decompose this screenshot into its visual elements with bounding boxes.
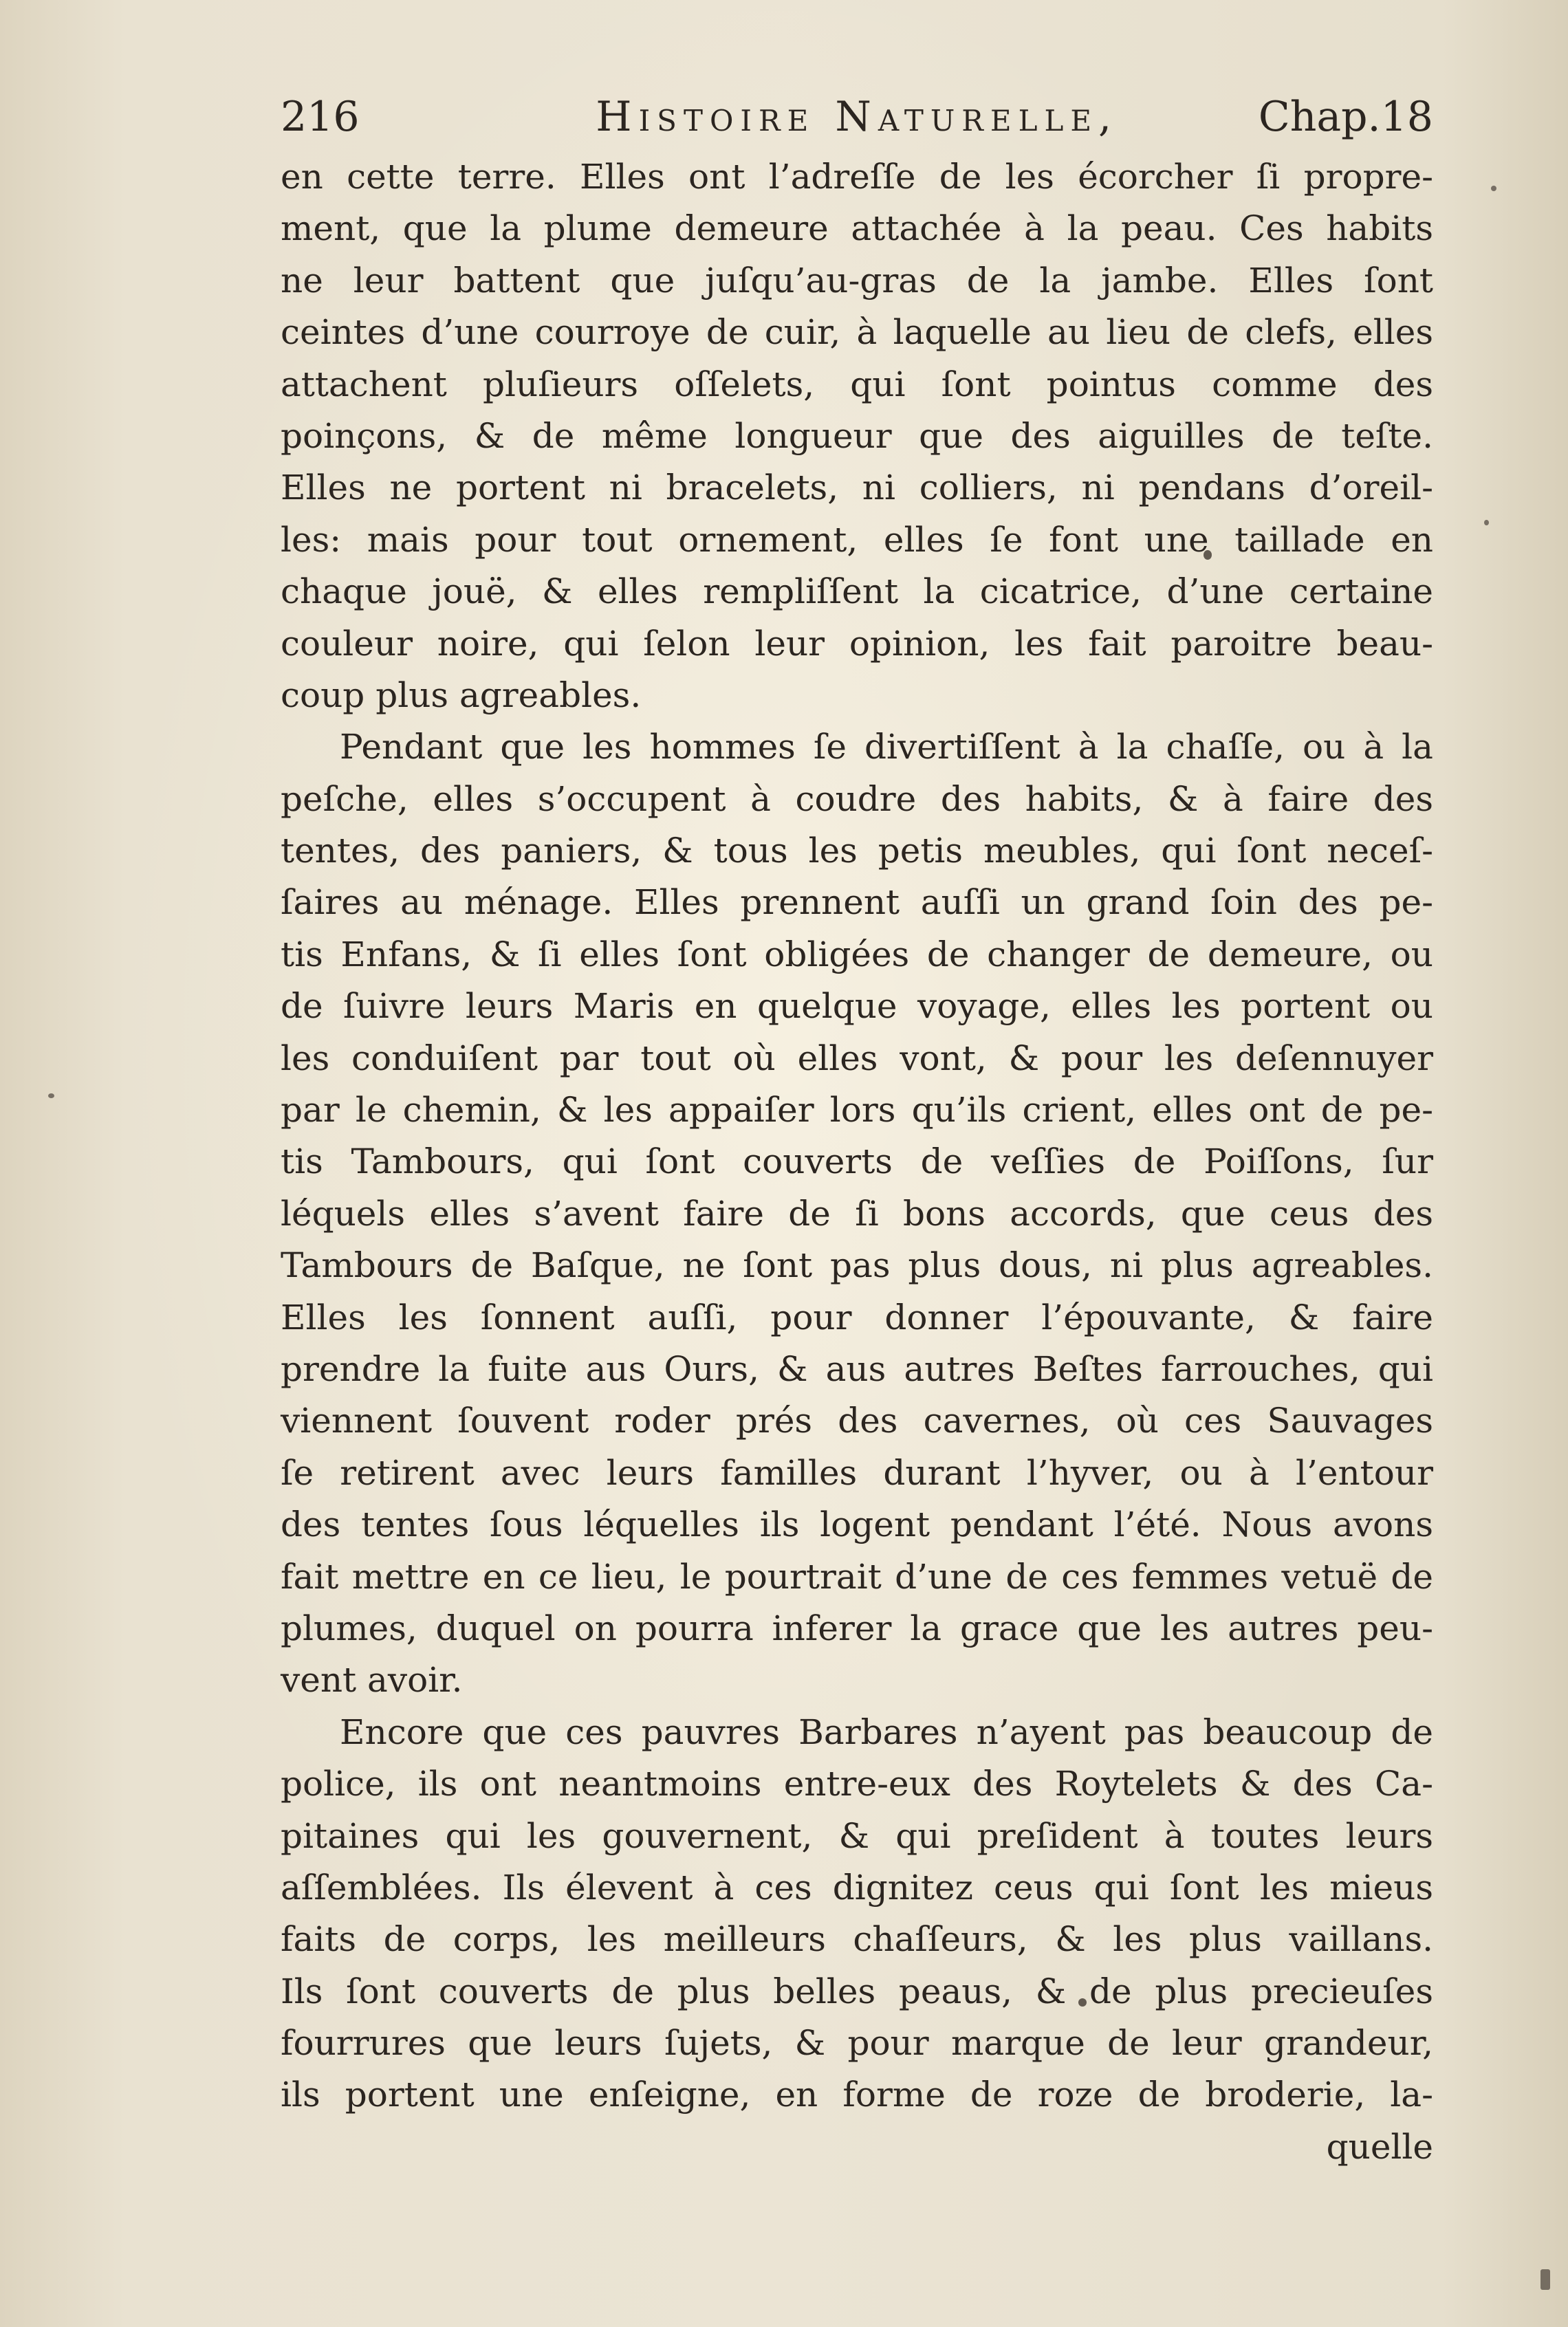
text-line: léquels elles s’avent faire de ſi bons accords, que ceus des [281,1193,1433,1234]
text-line: tentes, des paniers, & tous les petis meubles, qui ſont neceſ- [281,831,1433,871]
text-line: ne leur battent que juſqu’au-gras de la jambe. Elles ſont [281,260,1433,301]
page-number: 216 [281,93,360,141]
running-head [281,83,1433,151]
text-line: tis Enfans, & ſi elles ſont obligées de changer de demeure, ou [281,934,1433,974]
text-line: des tentes ſous léquelles ils logent pendant l’été. Nous avons [281,1505,1433,1545]
text-line: Elles ne portent ni bracelets, ni colliers, ni pendans d’oreil- [281,468,1433,508]
text-line: tis Tambours, qui ſont couverts de veſſies de Poiſſons, ſur [281,1141,1433,1182]
paragraph-start-line: Pendant que les hommes ſe divertiſſent à la chaſſe, ou à la [340,727,1433,767]
text-line: ils portent une enſeigne, en forme de roze de broderie, la- [281,2075,1433,2115]
ink-speck [1484,520,1489,525]
text-line: police, ils ont neantmoins entre-eux des Roytelets & des Ca- [281,1764,1433,1804]
text-line: ment, que la plume demeure attachée à la peau. Ces habits [281,208,1433,249]
text-line: par le chemin, & les appaiſer lors qu’ils crient, elles ont de pe- [281,1090,1433,1130]
running-title: Histoire Naturelle, [596,93,1119,141]
page-text [281,83,1433,2173]
text-line: vent avoir. [281,1660,463,1701]
text-line: attachent pluſieurs oſſelets, qui ſont pointus comme des [281,364,1433,404]
text-line: couleur noire, qui ſelon leur opinion, les fait paroitre beau- [281,623,1433,664]
catchword: quelle [1326,2126,1433,2167]
text-line: les conduiſent par tout où elles vont, & pour les deſennuyer [281,1038,1433,1078]
text-line: prendre la fuite aus Ours, & aus autres Beſtes farrouches, qui [281,1348,1433,1389]
text-line: de ſuivre leurs Maris en quelque voyage, elles les portent ou [281,986,1433,1027]
text-line: pitaines qui les gouvernent, & qui preſident à toutes leurs [281,1815,1433,1856]
text-line: aſſemblées. Ils élevent à ces dignitez ceus qui ſont les mieus [281,1867,1433,1908]
text-line: fourrures que leurs ſujets, & pour marque de leur grandeur, [281,2023,1433,2064]
text-line: peſche, elles s’occupent à coudre des habits, & à faire des [281,778,1433,819]
text-line: poinçons, & de même longueur que des aiguilles de teſte. [281,415,1433,456]
text-line: ſe retirent avec leurs familles durant l’hyver, ou à l’entour [281,1452,1433,1493]
ink-speck [1491,186,1496,191]
text-line: viennent ſouvent roder prés des cavernes, où ces Sauvages [281,1401,1433,1441]
body-text [281,151,1433,2173]
ink-speck [1540,2269,1550,2290]
paragraph-start-line: Encore que ces pauvres Barbares n’ayent pas beaucoup de [340,1712,1433,1752]
text-line: Elles les ſonnent auſſi, pour donner l’épouvante, & faire [281,1297,1433,1337]
text-line: les: mais pour tout ornement, elles ſe font une taillade en [281,519,1433,560]
text-line: fait mettre en ce lieu, le pourtrait d’une de ces femmes vetuë de [281,1556,1433,1597]
text-line: faits de corps, les meilleurs chaſſeurs, & les plus vaillans. [281,1919,1433,1960]
chapter-label: Chap.18 [1258,93,1433,141]
text-line: Ils ſont couverts de plus belles peaus, & de plus precieuſes [281,1971,1433,2011]
text-line: en cette terre. Elles ont l’adreſſe de les écorcher ſi propre- [281,157,1433,197]
text-line: ſaires au ménage. Elles prennent auſſi un grand ſoin des pe- [281,882,1433,923]
text-line: chaque jouë, & elles rempliſſent la cicatrice, d’une certaine [281,571,1433,612]
text-line: Tambours de Baſque, ne ſont pas plus dous, ni plus agreables. [281,1245,1433,1286]
text-line: plumes, duquel on pourra inferer la grace que les autres peu- [281,1608,1433,1648]
text-line: ceintes d’une courroye de cuir, à laquelle au lieu de clefs, elles [281,312,1433,353]
ink-speck [48,1093,54,1098]
text-line: coup plus agreables. [281,675,642,715]
